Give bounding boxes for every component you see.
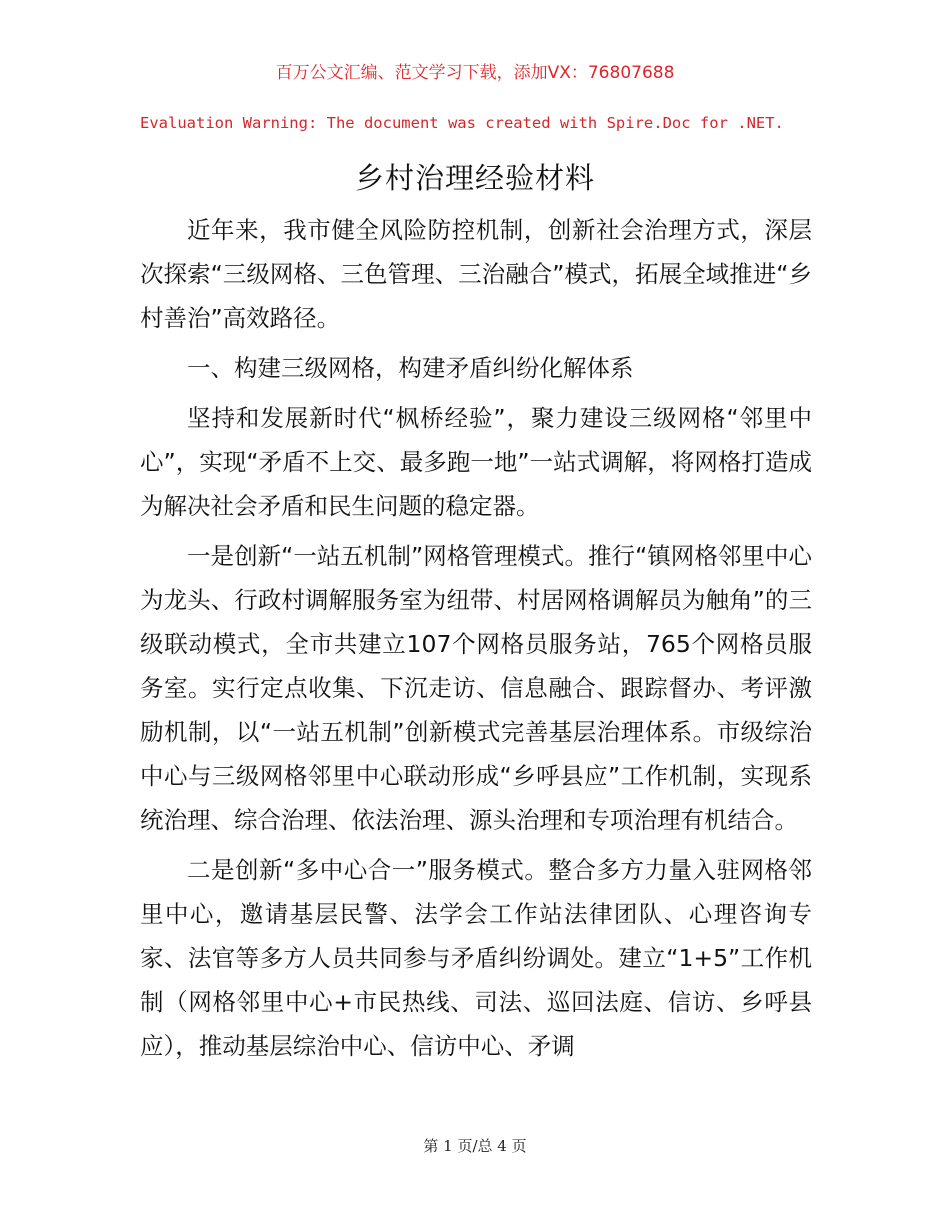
promo-banner: 百万公文汇编、范文学习下载，添加VX：76807688 xyxy=(275,63,675,83)
body-paragraph: 坚持和发展新时代“枫桥经验”，聚力建设三级网格“邻里中心”，实现“矛盾不上交、最多跑一地”一站式调解，将网格打造成为解决社会矛盾和民生问题的稳定器。 xyxy=(140,404,812,520)
document-body xyxy=(140,208,812,1074)
body-paragraph: 一是创新“一站五机制”网格管理模式。推行“镇网格邻里中心为龙头、行政村调解服务室为纽带、村居网格调解员为触角”的三级联动模式，全市共建立107个网格员服务站，765个网格员服务室。实行定点收集、下沉走访、信息融合、跟踪督办、考评激励机制，以“一站五机制”创新模式完善基层治理体系。市级综治中心与三级网格邻里中心联动形成“乡呼县应”工作机制，实现系统治理、综合治理、依法治理、源头治理和专项治理有机结合。 xyxy=(140,542,812,834)
evaluation-warning: Evaluation Warning: The document was created with Spire.Doc for .NET. xyxy=(140,114,784,132)
page-number-footer: 第 1 页/总 4 页 xyxy=(423,1137,527,1155)
body-paragraph: 二是创新“多中心合一”服务模式。整合多方力量入驻网格邻里中心，邀请基层民警、法学会工作站法律团队、心理咨询专家、法官等多方人员共同参与矛盾纠纷调处。建立“1+5”工作机制（网格邻里中心+市民热线、司法、巡回法庭、信访、乡呼县应），推动基层综治中心、信访中心、矛调 xyxy=(140,856,812,1060)
intro-paragraph: 近年来，我市健全风险防控机制，创新社会治理方式，深层次探索“三级网格、三色管理、三治融合”模式，拓展全域推进“乡村善治”高效路径。 xyxy=(140,216,812,332)
section-heading: 一、构建三级网格，构建矛盾纠纷化解体系 xyxy=(187,354,634,382)
document-title: 乡村治理经验材料 xyxy=(354,161,595,195)
